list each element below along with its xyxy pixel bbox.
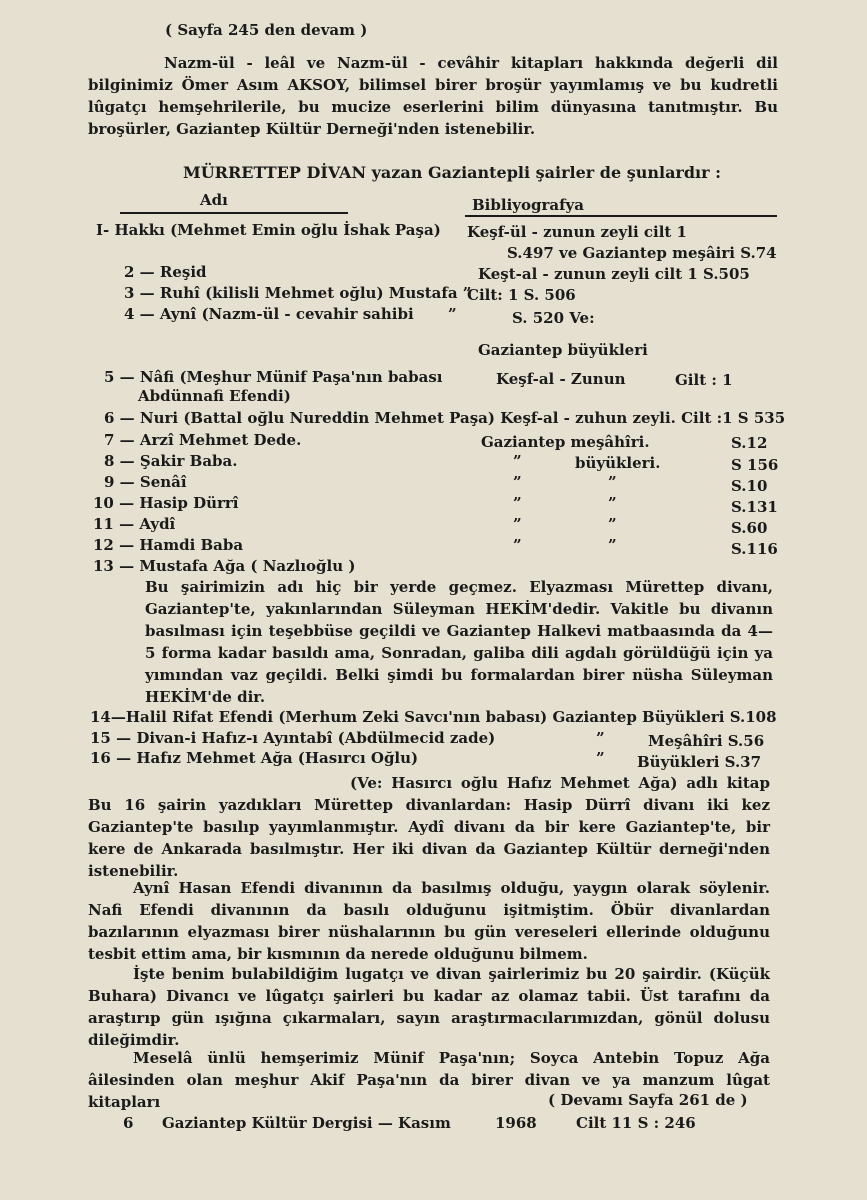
row-11-name: 11 — Aydî (93, 515, 176, 533)
row-1-bib: Keşf-ül - zunun zeyli cilt 1 (467, 223, 687, 241)
row-13-note: Bu şairimizin adı hiç bir yerde geçmez. Elyazması Mürettep divanı, Gaziantep'te, yakınlarından Süleyman HEKİM'dedir. Vakitle bu divanın basılması için teşebbüse geçildi ve Gaziantep Halkevi matbaasında da 4—5 forma kadar basıldı ama, Sonradan, galiba dili agdalı görüldüğü için ya yımından vaz geçildi. Belki şimdi bu formalardan birer nüsha Süleyman HEKİM'de dir. (145, 578, 773, 706)
row-6-name: 6 — Nuri (Battal oğlu Nureddin Mehmet Paşa) Keşf-al - zuhun zeyli. Cilt :1 S 535 (104, 409, 786, 427)
column-header-name: Adı (200, 191, 228, 209)
row-10-ditto-1: ” (513, 494, 522, 512)
footer-year: 1968 (495, 1114, 537, 1132)
row-11-page: S.60 (731, 519, 768, 537)
row-1-name: I- Hakkı (Mehmet Emin oğlu İshak Paşa) (96, 221, 441, 239)
row-9-page: S.10 (731, 477, 768, 495)
row-10-page: S.131 (731, 498, 778, 516)
row-8-ditto: ” (513, 452, 522, 470)
row-9-ditto-1: ” (513, 473, 522, 491)
closing-paragraph-d: Meselâ ünlü hemşerimiz Münif Paşa'nın; Soyca Antebin Topuz Ağa âilesinden olan meşhur Akif Paşa'nın da birer divan ve ya manzum lûgat kitapları (88, 1049, 770, 1111)
row-12-ditto-2: ” (608, 536, 617, 554)
row-7-page: S.12 (731, 434, 768, 452)
row-16-name: 16 — Hafız Mehmet Ağa (Hasırcı Oğlu) (90, 749, 419, 767)
row-15-ditto: ” (596, 729, 605, 747)
row-7-bib: Gaziantep meşâhîri. (481, 433, 650, 451)
header-rule-name (120, 212, 348, 214)
row-4-name: 4 — Aynî (Nazm-ül - cevahir sahibi (124, 305, 414, 323)
row-12-ditto-1: ” (513, 536, 522, 554)
header-rule-bibliography (465, 215, 777, 217)
row-4-bib: S. 520 Ve: (512, 309, 595, 327)
row-1-bib-2: S.497 ve Gaziantep meşâiri S.74 (507, 244, 777, 262)
closing-paragraph-c: İşte benim bulabildiğim lugatçı ve divan şairlerimiz bu 20 şairdir. (Küçük Buhara) Divancı ve lûgatçı şairleri bu kadar az olamaz tabii. Üst tarafını da araştırıp gün ışığına çıkarmaları, sayın araştırmacılarımızdan, gönül dolusu dileğimdir. (88, 965, 770, 1049)
footer-page-number: 6 (123, 1114, 134, 1132)
row-5-name-2: Abdünnafi Efendi) (138, 387, 291, 405)
footer-journal: Gaziantep Kültür Dergisi — Kasım (162, 1114, 451, 1132)
sub-header: Gaziantep büyükleri (478, 341, 648, 359)
row-8-bib: büyükleri. (575, 454, 661, 472)
row-9-name: 9 — Senâî (104, 473, 187, 491)
row-15-name: 15 — Divan-i Hafız-ı Ayıntabî (Abdülmecid zade) (90, 729, 496, 747)
row-13-name: 13 — Mustafa Ağa ( Nazlıoğlu ) (93, 557, 356, 575)
row-11-ditto-1: ” (513, 515, 522, 533)
row-4-ditto: ” (448, 305, 457, 323)
continued-from-header: ( Sayfa 245 den devam ) (165, 21, 368, 39)
row-3-name: 3 — Ruhî (kilisli Mehmet oğlu) Mustafa ” (124, 284, 472, 302)
closing-paragraph-b: Aynî Hasan Efendi divanının da basılmış olduğu, yaygın olarak söylenir. Nafi Efendi divanının da basılı olduğunu işitmiştim. Öbür divanlardan bazılarının elyazması birer nüshalarının bu gün vereseleri ellerinde olduğunu tesbit ettim ama, bir kısmının da nerede olduğunu bilmem. (88, 879, 770, 963)
row-7-name: 7 — Arzî Mehmet Dede. (104, 431, 302, 449)
row-10-name: 10 — Hasip Dürrî (93, 494, 239, 512)
section-title: MÜRRETTEP DİVAN yazan Gaziantepli şairler de şunlardır : (183, 163, 722, 182)
row-5-bib: Keşf-al - Zunun (496, 370, 626, 388)
row-9-ditto-2: ” (608, 473, 617, 491)
row-12-page: S.116 (731, 540, 778, 558)
continued-on: ( Devamı Sayfa 261 de ) (548, 1091, 748, 1109)
closing-paragraph-a: (Ve: Hasırcı oğlu Hafız Mehmet Ağa) adlı kitap Bu 16 şairin yazdıkları Mürettep divanlardan: Hasip Dürrî divanı iki kez Gaziantep'te basılıp yayımlanmıştır. Aydî divanı da bir kere Gaziantep'te, bir kere de Ankarada basılmıştır. Her iki divan da Gaziantep Kültür derneği'nden istenebilir. (88, 774, 770, 880)
row-16-ditto: ” (596, 749, 605, 767)
row-11-ditto-2: ” (608, 515, 617, 533)
column-header-bibliography: Bibliyografya (472, 196, 584, 214)
footer-volume: Cilt 11 S : 246 (576, 1114, 696, 1132)
row-14-name: 14—Halil Rifat Efendi (Merhum Zeki Savcı'nın babası) Gaziantep Büyükleri S.108 (90, 708, 777, 726)
row-8-name: 8 — Şakir Baba. (104, 452, 238, 470)
row-2-name: 2 — Reşid (124, 263, 207, 281)
row-5-name: 5 — Nâfi (Meşhur Münif Paşa'nın babası (104, 368, 443, 386)
intro-paragraph: Nazm-ül - leâl ve Nazm-ül - cevâhir kitapları hakkında değerli dil bilginimiz Ömer Asım AKSOY, bilimsel birer broşür yayımlamış ve bu kudretli lûgatçı hemşehrilerile, bu mucize eserlerini bilim dünyasına tanıtmıştır. Bu broşürler, Gaziantep Kültür Derneği'nden istenebilir. (88, 54, 778, 138)
row-10-ditto-2: ” (608, 494, 617, 512)
row-12-name: 12 — Hamdi Baba (93, 536, 244, 554)
row-5-volume: Gilt : 1 (675, 371, 733, 389)
row-16-bib: Büyükleri S.37 (637, 753, 762, 771)
row-3-bib: Cilt: 1 S. 506 (467, 286, 576, 304)
row-2-bib: Keşt-al - zunun zeyli cilt 1 S.505 (478, 265, 750, 283)
row-15-bib: Meşâhîri S.56 (648, 732, 765, 750)
row-8-page: S 156 (731, 456, 779, 474)
